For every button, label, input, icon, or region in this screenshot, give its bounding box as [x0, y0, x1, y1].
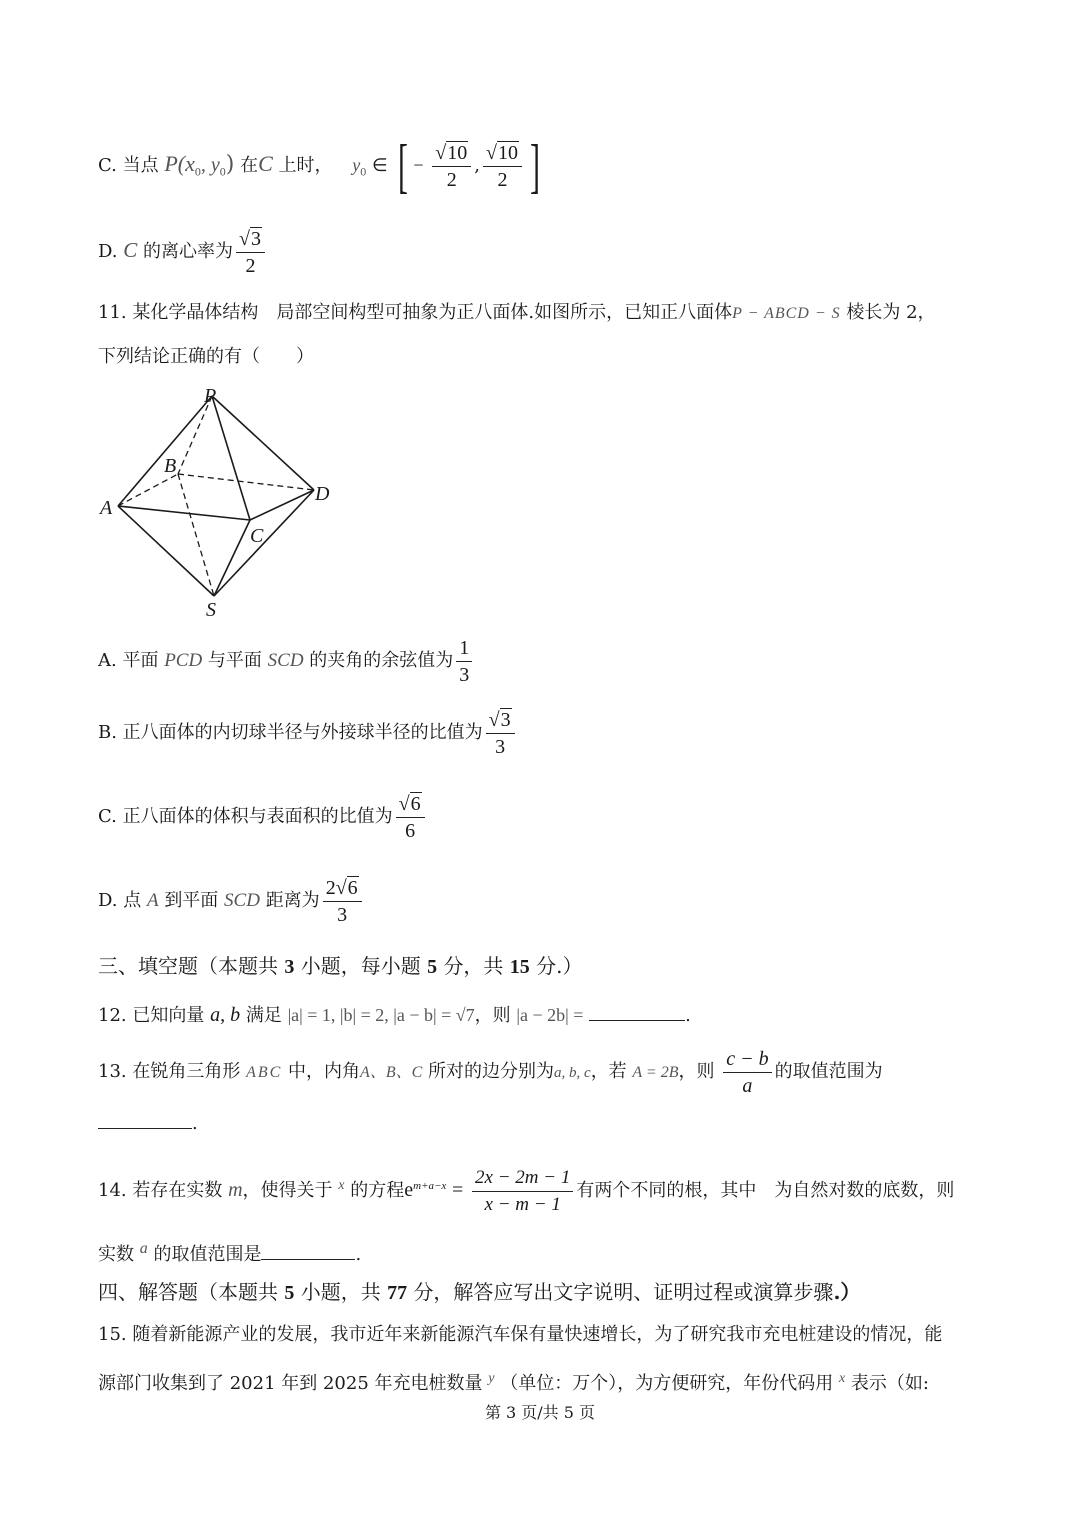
vertex-label-s: S	[206, 599, 216, 618]
vertex-label-b: B	[164, 455, 177, 477]
edge-cd	[250, 490, 314, 520]
frac-sqrt6-over-6: $\frac{√6}{6}$	[396, 791, 425, 844]
frac-sqrt10-over-2: $\frac{√10}{2}$	[483, 140, 522, 193]
q10-option-c: C. 当点 $P(x_0$, $y_0$) 在C 上时， $y_0$ ∈ [ − $\frac{√10}{2}$ , $\frac{√10}{2}$ ]	[98, 133, 540, 199]
edge-pc	[212, 396, 250, 520]
vertex-label-c: C	[250, 525, 264, 547]
q11-option-d: D. 点 A 到平面 SCD 距离为 $\frac{2√6}{3}$	[98, 872, 365, 930]
frac-sqrt3-over-3: $\frac{√3}{3}$	[486, 707, 515, 760]
edge-pb-hidden	[178, 396, 212, 474]
q13-answer-blank[interactable]	[98, 1110, 192, 1129]
edge-pd	[212, 396, 314, 490]
section-fill-in-header: 三、填空题（本题共 3 小题，每小题 5 分，共 15 分.）	[98, 954, 583, 978]
q14-line1: 14. 若存在实数 m，使得关于 $^x$ 的方程$e^{m+a-x}$ = $\frac{2x - 2m - 1}{x - m - 1}$ 有两个不同的根，其中 为自然对数的底数，则	[98, 1156, 954, 1216]
frac-sqrt3-over-2: $\frac{√3}{2}$	[236, 226, 265, 279]
q14-answer-blank[interactable]	[261, 1241, 355, 1260]
edge-ac	[118, 506, 250, 520]
q11-stem-line1: 11. 某化学晶体结构 局部空间构型可抽象为正八面体.如图所示，已知正八面体P − ABCD − S 棱长为 2，	[98, 302, 936, 323]
vertex-label-p: P	[204, 385, 217, 407]
edge-ab-hidden	[118, 474, 178, 506]
edge-bd-hidden	[178, 474, 314, 490]
section-solve-header: 四、解答题（本题共 5 小题，共 77 分，解答应写出文字说明、证明过程或演算步骤.）	[98, 1280, 861, 1304]
q11-option-b: B. 正八面体的内切球半径与外接球半径的比值为 $\frac{√3}{3}$	[98, 704, 518, 762]
q10-option-d: D. C 的离心率为 $\frac{√3}{2}$	[98, 220, 268, 280]
vertex-label-d: D	[315, 483, 330, 505]
q12-answer-blank[interactable]	[589, 1002, 685, 1021]
edge-pa	[118, 396, 212, 506]
vertex-label-a: A	[100, 497, 113, 519]
q15-line2: 源部门收集到了 2021 年到 2025 年充电桩数量 $^y$ （单位：万个），为方便研究，年份代码用 $^x$ 表示（如:	[98, 1371, 929, 1394]
edge-as	[118, 506, 214, 596]
q15-line1: 15. 随着新能源产业的发展，我市近年来新能源汽车保有量快速增长，为了研究我市充电桩建设的情况，能	[98, 1324, 943, 1345]
q14-line2: 实数 a 的取值范围是 .	[98, 1240, 362, 1265]
q11-stem-line2: 下列结论正确的有（ ）	[98, 346, 314, 367]
frac-c-minus-b-over-a: $\frac{c - b}{a}$	[723, 1046, 771, 1099]
frac-1-over-3: $\frac{1}{3}$	[456, 635, 472, 688]
q13-line2: .	[98, 1110, 198, 1137]
edge-bs-hidden	[178, 474, 214, 596]
q11-option-c: C. 正八面体的体积与表面积的比值为 $\frac{√6}{6}$	[98, 788, 428, 846]
frac-equation-rhs: $\frac{2x - 2m - 1}{x - m - 1}$	[472, 1165, 573, 1218]
q13-line1: 13. 在锐角三角形 ABC 中，内角A、B、C 所对的边分别为a, b, c，若 A = 2B，则 $\frac{c - b}{a}$ 的取值范围为	[98, 1047, 883, 1097]
octahedron-figure	[96, 382, 336, 618]
edge-cs	[214, 520, 250, 596]
q11-option-a: A. 平面 PCD 与平面 SCD 的夹角的余弦值为 $\frac{1}{3}$	[98, 632, 475, 690]
page-footer: 第 3 页/共 5 页	[484, 1403, 596, 1422]
frac-sqrt10-over-2-neg: $\frac{√10}{2}$	[432, 140, 471, 193]
edge-ds	[214, 490, 314, 596]
q12: 12. 已知向量 a, b 满足 |a| = 1, |b| = 2, |a − b| = √7，则 |a − 2b| = .	[98, 1004, 691, 1026]
frac-2sqrt6-over-3: $\frac{2√6}{3}$	[323, 875, 362, 928]
